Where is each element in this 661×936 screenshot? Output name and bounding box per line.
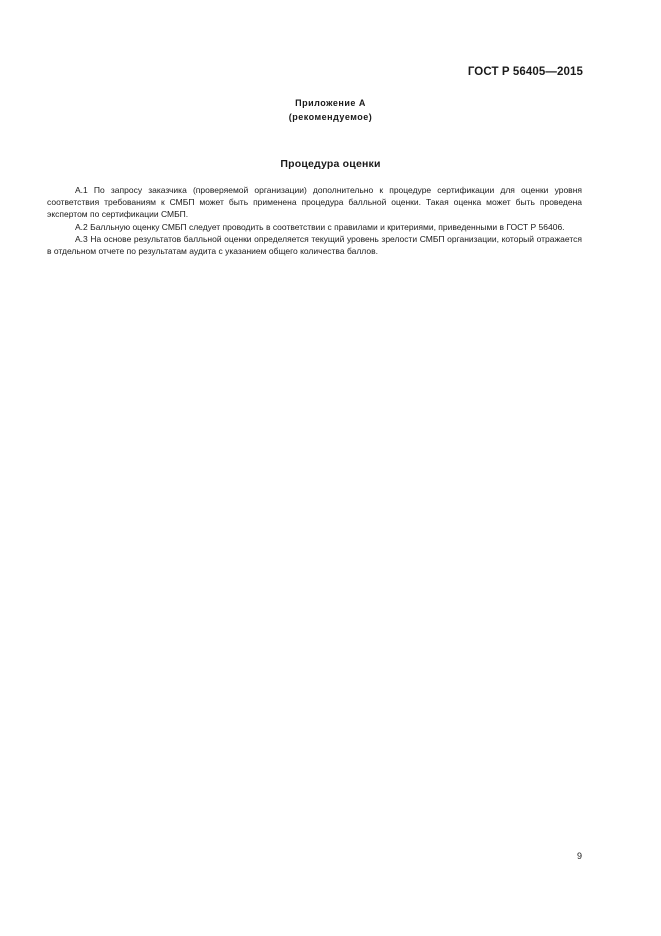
appendix-heading [0,96,661,124]
appendix-title: Приложение А [295,98,366,108]
appendix-status: (рекомендуемое) [288,112,373,122]
paragraph-a2: А.2 Балльную оценку СМБП следует проводить в соответствии с правилами и критериями, приведенными в ГОСТ Р 56406. [75,221,565,232]
page-number: 9 [576,851,582,861]
document-code: ГОСТ Р 56405—2015 [467,66,583,78]
section-title: Процедура оценки [280,158,381,170]
paragraph-a1: А.1 По запросу заказчика (проверяемой организации) дополнительно к процедуре сертификации для оценки уровня соответствия требованиям к СМБП может быть применена процедура балльной оценки. Такая оценка может быть проведена экспертом по сертификации СМБП. [47,185,582,220]
paragraph-a3: А.3 На основе результатов балльной оценки определяется текущий уровень зрелости СМБП организации, который отражается в отдельном отчете по результатам аудита с указанием общего количества баллов. [47,233,582,257]
body-text [47,184,582,257]
